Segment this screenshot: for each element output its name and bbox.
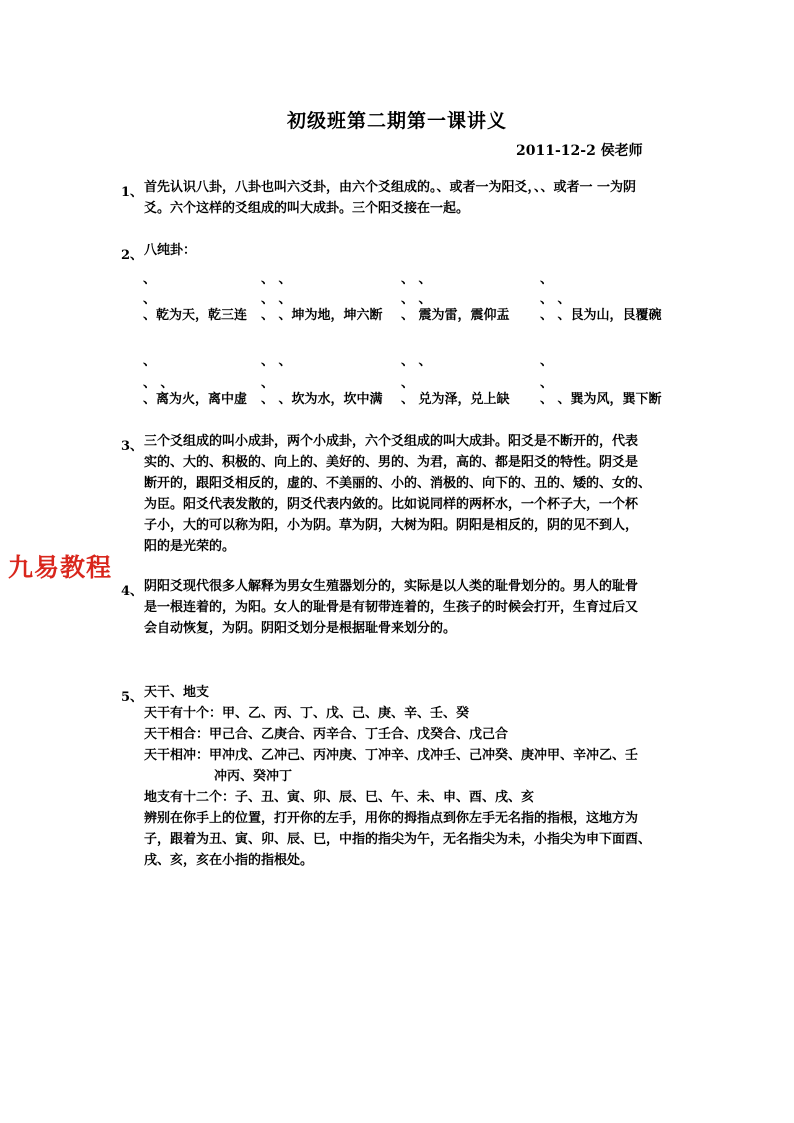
- trigram-mark: 、 、: [261, 354, 292, 369]
- page-title: 初级班第二期第一课讲义: [286, 110, 507, 132]
- trigram-mark: 、: [143, 292, 157, 307]
- section-4-body: [144, 576, 638, 639]
- trigram-name-xun: 、 、巽为风，巽下断: [540, 392, 662, 407]
- section-1-line: 爻。六个这样的爻组成的叫大成卦。三个阳爻接在一起。: [144, 201, 470, 216]
- trigram-name-gen: 、 、艮为山，艮覆碗: [540, 308, 662, 323]
- section-3-line: 三个爻组成的叫小成卦，两个小成卦，六个爻组成的叫大成卦。阳爻是不断开的，代表: [144, 434, 639, 449]
- trigram-name-kun: 、 、坤为地，坤六断: [261, 308, 383, 323]
- dizhi-list: 地支有十二个：子、丑、寅、卯、辰、巳、午、未、申、酉、戌、亥: [144, 790, 535, 805]
- trigram-mark: 、: [540, 354, 554, 369]
- section-3-body: [144, 431, 651, 557]
- author-date: 2011-12-2 侯老师: [516, 143, 643, 159]
- watermark-logo: 九易教程: [8, 553, 113, 582]
- section-1-number: 1、: [121, 185, 144, 200]
- section-2-heading: 八纯卦：: [144, 243, 197, 258]
- section-5-number: 5、: [121, 690, 144, 705]
- trigram-mark: 、: [401, 376, 415, 391]
- section-2-number: 2、: [121, 248, 144, 263]
- section-3-line: 实的、大的、积极的、向上的、美好的、男的、为君，高的、都是阳爻的特性。阴爻是: [144, 455, 639, 470]
- trigram-name-zhen: 、 震为雷，震仰盂: [401, 308, 510, 323]
- tiangan-list: 天干有十个：甲、乙、丙、丁、戊、己、庚、辛、壬、癸: [144, 706, 470, 721]
- section-3-line: 为臣。阳爻代表发散的，阴爻代表内敛的。比如说同样的两杯水，一个杯子大，一个杯: [144, 497, 639, 512]
- trigram-mark: 、 、: [401, 272, 432, 287]
- section-1-body: [144, 177, 636, 219]
- tiangan-xianghe: 天干相合：甲己合、乙庚合、丙辛合、丁壬合、戊癸合、戊己合: [144, 727, 509, 742]
- trigram-name-kan: 、 、坎为水，坎中满: [261, 392, 383, 407]
- section-5-line: 戌、亥，亥在小指的指根处。: [144, 853, 314, 868]
- section-3-line: 断开的，跟阳爻相反的，虚的、不美丽的、小的、消极的、向下的、丑的、矮的、女的、: [144, 476, 652, 491]
- section-4-number: 4、: [121, 584, 144, 599]
- trigram-mark: 、 、: [401, 354, 432, 369]
- trigram-mark: 、: [540, 376, 554, 391]
- trigram-mark: 、 、: [540, 292, 571, 307]
- section-5-line: 子，跟着为丑、寅、卯、辰、巳，中指的指尖为午，无名指尖为未，小指尖为申下面酉、: [144, 832, 652, 847]
- trigram-mark: 、: [540, 272, 554, 287]
- trigram-name-dui: 、 兑为泽，兑上缺: [401, 392, 510, 407]
- section-4-line: 阴阳爻现代很多人解释为男女生殖器划分的，实际是以人类的耻骨划分的。男人的耻骨: [144, 579, 639, 594]
- trigram-mark: 、: [261, 376, 275, 391]
- trigram-mark: 、 、: [401, 292, 432, 307]
- section-5-body: [144, 682, 651, 871]
- trigram-mark: 、 、: [261, 292, 292, 307]
- section-4-line: 是一根连着的，为阳。女人的耻骨是有韧带连着的，生孩子的时候会打开，生育过后又: [144, 600, 639, 615]
- trigram-mark: 、: [143, 272, 157, 287]
- section-4-line: 会自动恢复，为阴。阴阳爻划分是根据耻骨来划分的。: [144, 621, 457, 636]
- tiangan-xiangchong: 天干相冲：甲冲戊、乙冲己、丙冲庚、丁冲辛、戊冲壬、己冲癸、庚冲甲、辛冲乙、壬: [144, 748, 639, 763]
- trigram-mark: 、 、: [261, 272, 292, 287]
- trigram-mark: 、 、: [143, 376, 174, 391]
- trigram-mark: 、: [143, 354, 157, 369]
- trigram-name-li: 、离为火，离中虚: [143, 392, 248, 407]
- section-3-number: 3、: [121, 439, 144, 454]
- section-3-line: 阳的是光荣的。: [144, 539, 236, 554]
- tiangan-xiangchong-cont: 冲丙、癸冲丁: [214, 769, 293, 784]
- section-3-line: 子小，大的可以称为阳，小为阴。草为阴，大树为阳。阴阳是相反的，阴的见不到人，: [144, 518, 639, 533]
- section-5-line: 辨别在你手上的位置，打开你的左手，用你的拇指点到你左手无名指的指根，这地方为: [144, 811, 639, 826]
- section-1-line: 首先认识八卦，八卦也叫六爻卦，由六个爻组成的。、或者一为阳爻，、、或者一 一为阴: [144, 180, 637, 195]
- trigram-name-qian: 、乾为天，乾三连: [143, 308, 248, 323]
- section-5-heading: 天干、地支: [144, 685, 210, 700]
